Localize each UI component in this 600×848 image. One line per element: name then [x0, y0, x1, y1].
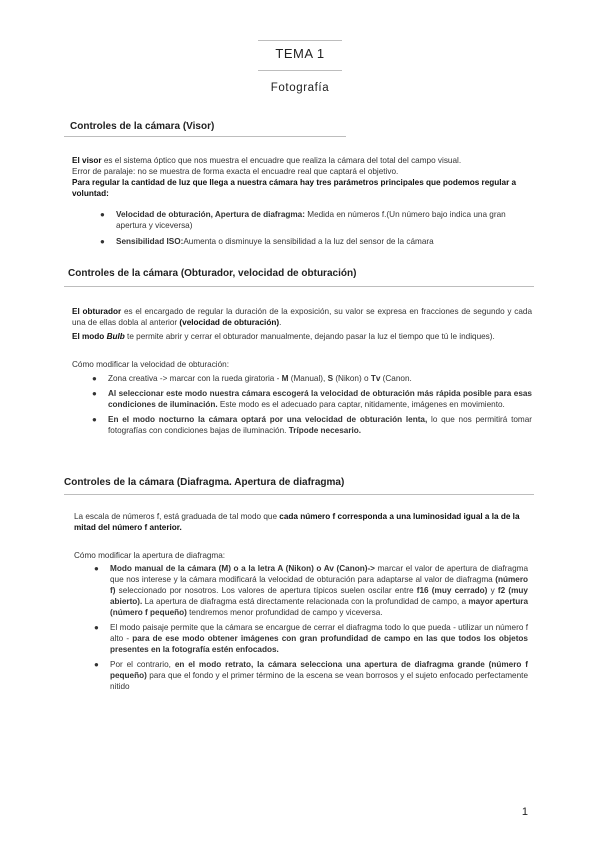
- section-heading-diafragma: Controles de la cámara (Diafragma. Apertura de diafragma): [64, 477, 345, 488]
- bullet-icon: ●: [92, 374, 97, 383]
- bold-term: El visor: [72, 156, 102, 165]
- bullet-icon: ●: [94, 660, 99, 669]
- paragraph: [72, 331, 532, 342]
- text: Zona creativa -> marcar con la rueda giratoria -: [108, 374, 282, 383]
- bold-text: En el modo nocturno la cámara optará por una velocidad de obturación lenta,: [108, 415, 428, 424]
- paragraph: [74, 511, 528, 533]
- paragraph: [72, 306, 532, 328]
- bullet-list: [92, 373, 532, 439]
- bold-text: mayor apertura (número f pequeño): [110, 597, 528, 617]
- text: tendremos menor profundidad de campo y viceversa.: [186, 608, 383, 617]
- bold-text: S: [327, 374, 334, 383]
- paragraph: [72, 177, 534, 199]
- text: lo que nos permitirá tomar fotografías con condiciones bajas de iluminación.: [108, 415, 532, 435]
- bold-text: en el modo retrato, la cámara selecciona una apertura de diafragma grande (número f pequeño): [110, 660, 528, 680]
- text: (Canon.: [380, 374, 412, 383]
- bullet-list: [94, 563, 528, 695]
- bold-text: cada número f corresponda a una luminosidad igual a la de la mitad del número f anterior.: [74, 512, 520, 532]
- page-number: 1: [521, 806, 528, 818]
- bold-text: Para regular la cantidad de luz que llega a nuestra cámara hay tres parámetros principales que podemos regular a voluntad:: [72, 178, 517, 198]
- bold-text: Al seleccionar este modo nuestra cámara escogerá la velocidad de obturación más rápida posible para esas condiciones de iluminación.: [108, 389, 532, 409]
- text: para que el fondo y el primer término de la escena se vean borrosos y el sujeto enfocado perfectamente nitido: [110, 671, 528, 691]
- list-item: [92, 373, 532, 384]
- bold-text: Tv: [370, 374, 381, 383]
- bullet-icon: ●: [100, 237, 105, 246]
- document-title: TEMA 1: [275, 46, 325, 61]
- document-subtitle: Fotografía: [270, 82, 330, 94]
- bold-text: f16 (muy cerrado): [416, 586, 488, 595]
- text: .: [279, 318, 282, 327]
- text: Medida en números f.(Un número bajo indica una gran apertura y viceversa): [116, 210, 506, 230]
- text: El modo paisaje permite que la cámara se encargue de cerrar el diafragma todo lo que pueda - utilizar un número f alto -: [110, 623, 528, 643]
- section-heading-obturador: Controles de la cámara (Obturador, velocidad de obturación): [68, 268, 357, 279]
- bold-text: Trípode necesario.: [288, 426, 362, 435]
- bold-text: Modo manual de la cámara (M) o a la letra A (Nikon) o Av (Canon)->: [110, 564, 375, 573]
- paragraph: Error de paralaje: no se muestra de forma exacta el encuadre real que captará el objetivo.: [72, 167, 399, 176]
- text: es el encargado de regular la duración de la exposición, su valor se expresa en fracciones de segundo y cada una de ellas dobla al anterior: [72, 307, 533, 327]
- list-item: [100, 209, 532, 231]
- text: Por el contrario,: [110, 660, 175, 669]
- bullet-icon: ●: [92, 389, 97, 398]
- bold-text: M: [281, 374, 289, 383]
- text: marcar el valor de apertura de diafragma que nos interese y la cámara modificará la velocidad de obturación para adaptarse al valor de diafragma: [110, 564, 528, 584]
- section-rule: [64, 286, 534, 287]
- list-item: [94, 659, 528, 692]
- bold-term: El obturador: [72, 307, 122, 316]
- section-heading-visor: Controles de la cámara (Visor): [70, 121, 215, 132]
- paragraph: [72, 155, 534, 166]
- bullet-list: [100, 209, 532, 250]
- text: La escala de números f, está graduada de tal modo que: [74, 512, 280, 521]
- text: (Nikon) o: [333, 374, 371, 383]
- section-rule: [64, 136, 346, 137]
- text: es el sistema óptico que nos muestra el encuadre que realiza la cámara del total del campo visual.: [101, 156, 462, 165]
- text: Aumenta o disminuye la sensibilidad a la luz del sensor de la cámara: [183, 237, 434, 246]
- paragraph: Cómo modificar la velocidad de obturación:: [72, 360, 230, 369]
- list-item: [94, 622, 528, 655]
- bullet-icon: ●: [94, 564, 99, 573]
- bullet-icon: ●: [92, 415, 97, 424]
- list-item: [100, 236, 532, 247]
- text: (Manual),: [288, 374, 328, 383]
- bold-term: El modo: [72, 332, 107, 341]
- text: y: [487, 586, 498, 595]
- list-item: [94, 563, 528, 618]
- bold-text: Sensibilidad ISO:: [116, 237, 184, 246]
- text: La apertura de diafragma está directamente relacionada con la profundidad de campo, a: [142, 597, 469, 606]
- bullet-icon: ●: [94, 623, 99, 632]
- title-rule-top: [258, 40, 342, 41]
- text: te permite abrir y cerrar el obturador manualmente, dejando pasar la luz el tiempo que tú le indiques).: [124, 332, 495, 341]
- paragraph: Cómo modificar la apertura de diafragma:: [74, 551, 226, 560]
- text: seleccionado por nosotros. Los valores de apertura típicos suelen oscilar entre: [115, 586, 417, 595]
- bold-text: (número f): [110, 575, 528, 595]
- list-item: [92, 388, 532, 410]
- text: Este modo es el adecuado para captar, nitidamente, imágenes en movimiento.: [217, 400, 505, 409]
- section-rule: [64, 494, 534, 495]
- bullet-icon: ●: [100, 210, 105, 219]
- bold-text: para de ese modo obtener imágenes con gran profundidad de campo en las que todos los objetos presentes en la fotografía estén enfocados.: [110, 634, 528, 654]
- bold-italic-text: Bulb: [106, 332, 125, 341]
- title-rule-bottom: [258, 70, 342, 71]
- bold-text: Velocidad de obturación, Apertura de diafragma:: [116, 210, 305, 219]
- list-item: [92, 414, 532, 436]
- bold-text: f2 (muy abierto).: [110, 586, 528, 606]
- bold-text: (velocidad de obturación): [179, 318, 280, 327]
